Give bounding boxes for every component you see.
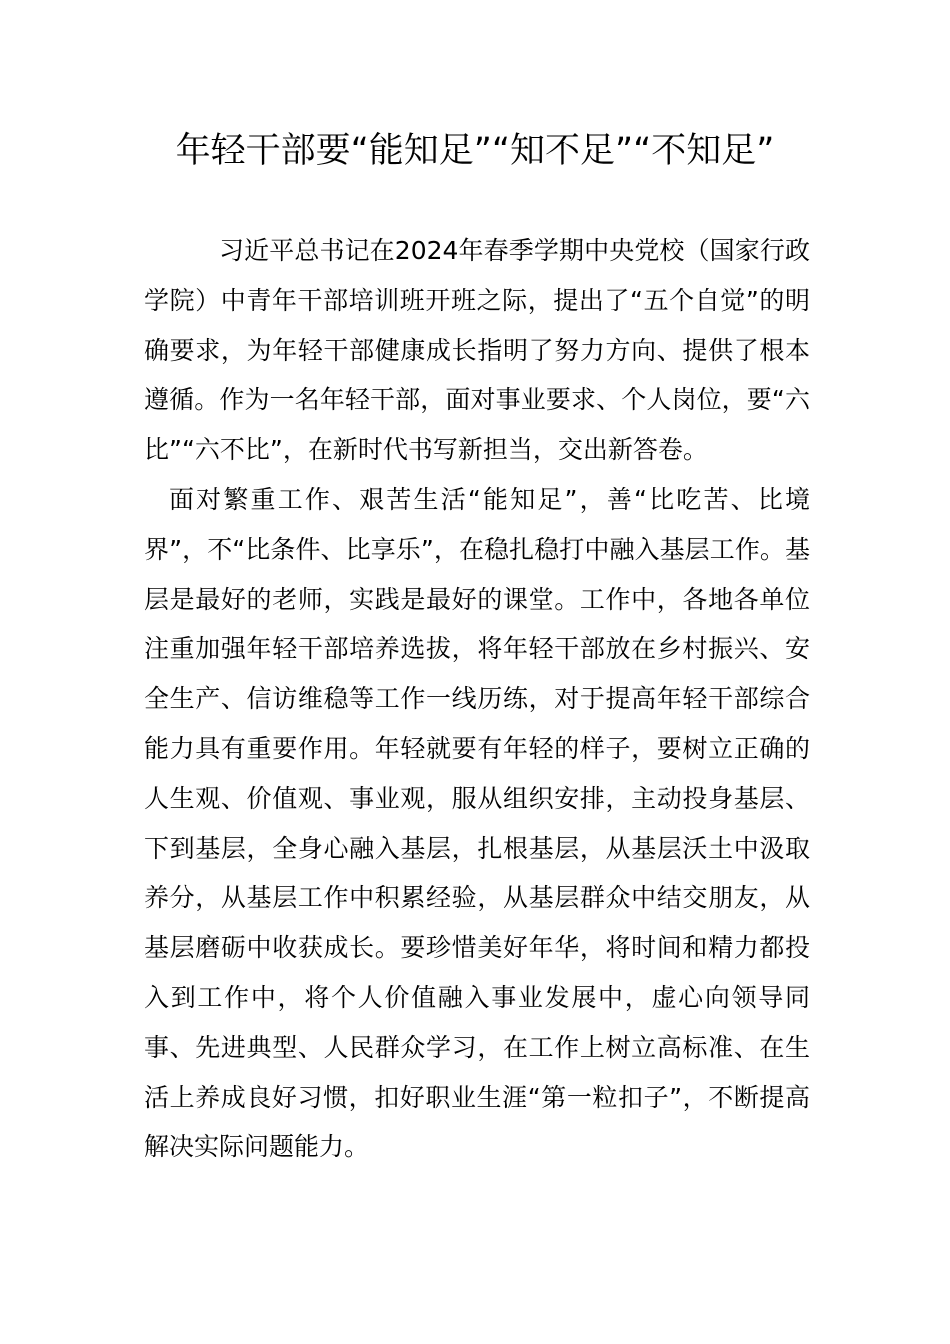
document-title: 年轻干部要“能知足”“知不足”“不知足” — [175, 131, 775, 171]
document-body — [144, 226, 810, 1172]
paragraph-2: 面对繁重工作、艰苦生活“能知足”，善“比吃苦、比境界”，不“比条件、比享乐”，在稳扎稳打中融入基层工作。基层是最好的老师，实践是最好的课堂。工作中，各地各单位注重加强年轻干部培养选拔，将年轻干部放在乡村振兴、安全生产、信访维稳等工作一线历练，对于提高年轻干部综合能力具有重要作用。年轻就要有年轻的样子，要树立正确的人生观、价值观、事业观，服从组织安排，主动投身基层、下到基层，全身心融入基层，扎根基层，从基层沃土中汲取养分，从基层工作中积累经验，从基层群众中结交朋友，从基层磨砺中收获成长。要珍惜美好年华，将时间和精力都投入到工作中，将个人价值融入事业发展中，虚心向领导同事、先进典型、人民群众学习，在工作上树立高标准、在生活上养成良好习惯，扣好职业生涯“第一粒扣子”，不断提高解决实际问题能力。 — [144, 484, 810, 1162]
paragraph-1: 习近平总书记在2024年春季学期中央党校（国家行政学院）中青年干部培训班开班之际，提出了“五个自觉”的明确要求，为年轻干部健康成长指明了努力方向、提供了根本遵循。作为一名年轻干部，面对事业要求、个人岗位，要“六比”“六不比”，在新时代书写新担当，交出新答卷。 — [144, 236, 810, 465]
